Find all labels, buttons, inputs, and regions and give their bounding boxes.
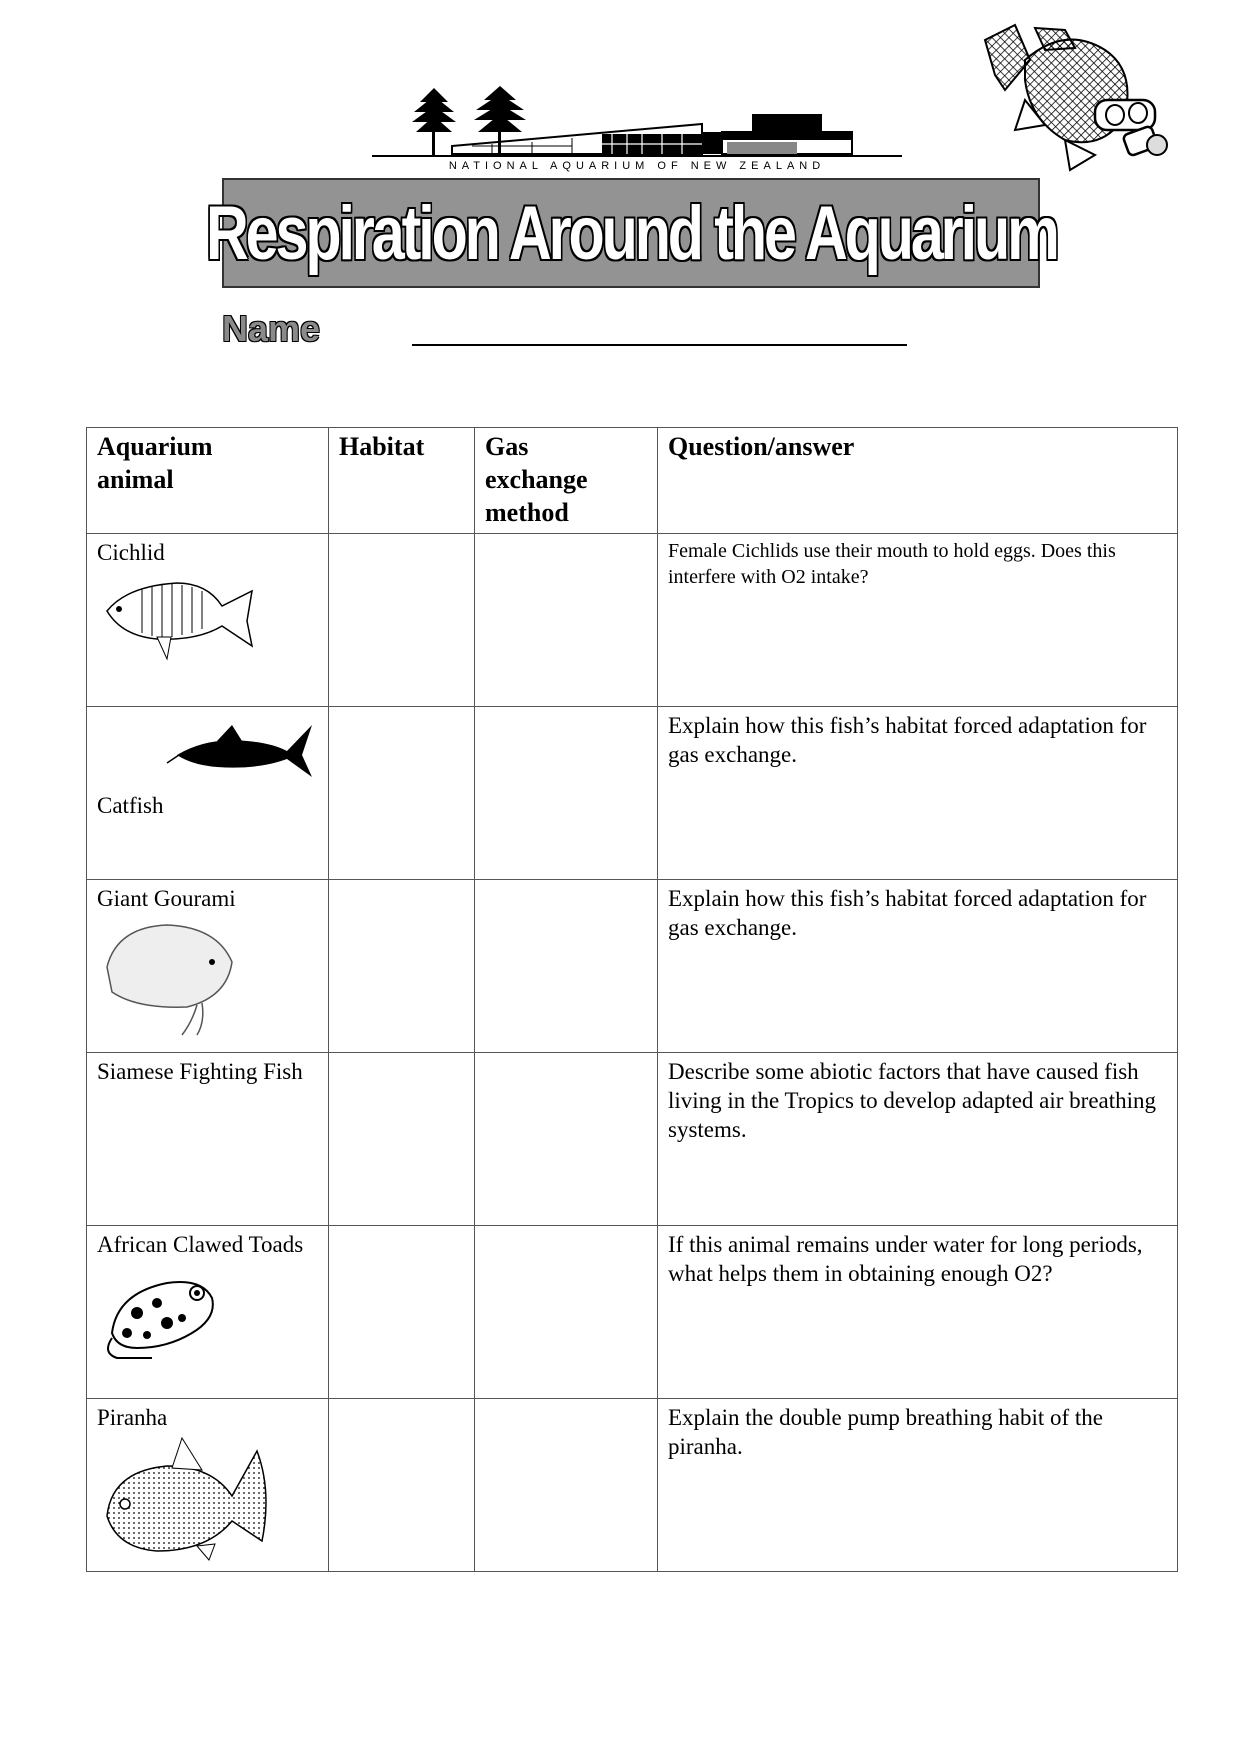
question-cell: Female Cichlids use their mouth to hold eggs. Does this interfere with O2 intake?: [658, 534, 1178, 707]
title-banner: [205, 178, 1057, 288]
question-cell: Explain how this fish’s habitat forced adaptation for gas exchange.: [658, 707, 1178, 880]
habitat-cell[interactable]: [329, 707, 475, 880]
animal-cell: [87, 534, 329, 707]
animal-cell: [87, 1053, 329, 1226]
habitat-cell[interactable]: [329, 880, 475, 1053]
habitat-cell[interactable]: [329, 1399, 475, 1572]
table-row: [87, 880, 1178, 1053]
animal-cell: [87, 1399, 329, 1572]
header-habitat: Habitat: [329, 428, 475, 534]
page-title: Respiration Around the Aquarium: [205, 190, 1057, 276]
piranha-fish-icon: [97, 1436, 287, 1561]
question-cell: Describe some abiotic factors that have caused fish living in the Tropics to develop adapted air breathing systems.: [658, 1053, 1178, 1226]
cichlid-fish-icon: [97, 571, 257, 661]
animal-cell: [87, 1226, 329, 1399]
name-label: Name: [222, 308, 321, 349]
habitat-cell[interactable]: [329, 1053, 475, 1226]
header-gas-exchange: Gas exchange method: [475, 428, 658, 534]
gas-exchange-cell[interactable]: [475, 1053, 658, 1226]
catfish-icon: [97, 715, 317, 785]
animal-name: African Clawed Toads: [97, 1232, 304, 1257]
header-question-answer: Question/answer: [658, 428, 1178, 534]
animal-name: Cichlid: [97, 540, 165, 565]
header-aquarium-animal: Aquarium animal: [87, 428, 329, 534]
question-cell: If this animal remains under water for long periods, what helps them in obtaining enough O2?: [658, 1226, 1178, 1399]
table-row: [87, 1399, 1178, 1572]
gas-exchange-cell[interactable]: [475, 1399, 658, 1572]
question-cell: Explain the double pump breathing habit of the piranha.: [658, 1399, 1178, 1572]
animal-name: Catfish: [97, 793, 164, 818]
name-field[interactable]: [412, 344, 907, 346]
animal-cell: [87, 707, 329, 880]
gourami-fish-icon: [97, 917, 247, 1037]
table-row: [87, 1053, 1178, 1226]
toad-icon: [97, 1263, 227, 1363]
gas-exchange-cell[interactable]: [475, 707, 658, 880]
animal-name: Siamese Fighting Fish: [97, 1059, 303, 1084]
habitat-cell[interactable]: [329, 534, 475, 707]
gas-exchange-cell[interactable]: [475, 880, 658, 1053]
gas-exchange-cell[interactable]: [475, 534, 658, 707]
table-header-row: [87, 428, 1178, 534]
animal-name: Piranha: [97, 1405, 168, 1430]
table-row: [87, 1226, 1178, 1399]
logo-caption: NATIONAL AQUARIUM OF NEW ZEALAND: [448, 160, 826, 172]
table-row: [87, 534, 1178, 707]
question-cell: Explain how this fish’s habitat forced adaptation for gas exchange.: [658, 880, 1178, 1053]
animal-name: Giant Gourami: [97, 886, 236, 911]
worksheet-table: [86, 427, 1178, 1572]
table-row: [87, 707, 1178, 880]
habitat-cell[interactable]: [329, 1226, 475, 1399]
gas-exchange-cell[interactable]: [475, 1226, 658, 1399]
fish-gas-mask-mascot-icon: [975, 20, 1175, 180]
animal-cell: [87, 880, 329, 1053]
